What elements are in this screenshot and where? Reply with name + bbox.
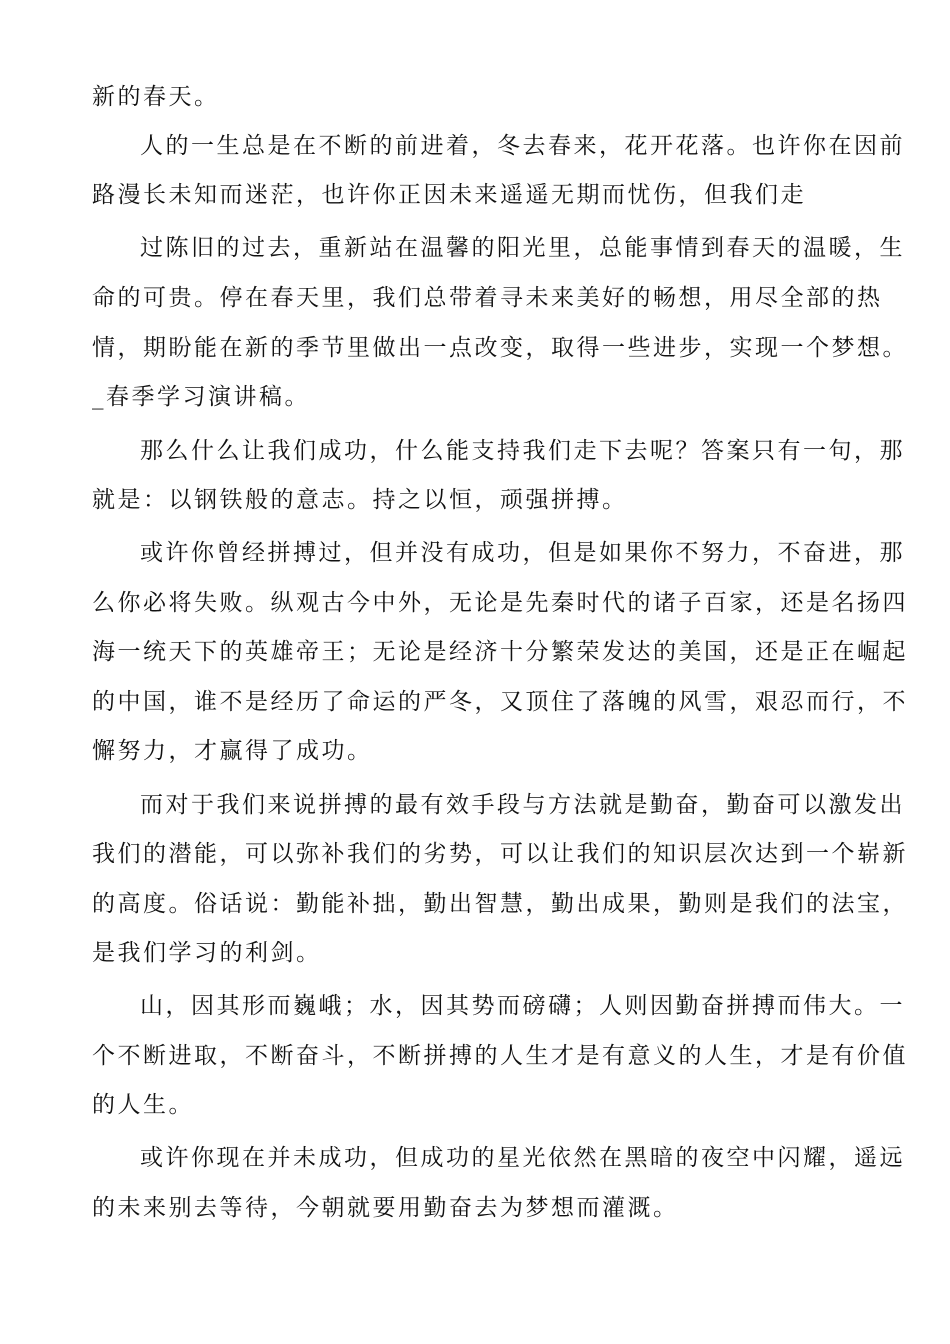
paragraph-first-line: 或许你现在并未成功，但成功的星光依然在黑暗的夜空中闪耀，遥远 [140, 1145, 905, 1171]
text-line: 我们的潜能，可以弥补我们的劣势，可以让我们的知识层次达到一个崭新 [92, 841, 908, 867]
text-line: 路漫长未知而迷茫，也许你正因未来遥遥无期而忧伤，但我们走 [92, 182, 806, 208]
text-line: 么你必将失败。纵观古今中外，无论是先秦时代的诸子百家，还是名扬四 [92, 590, 908, 616]
text-line: 懈努力，才赢得了成功。 [92, 738, 373, 764]
paragraph-first-line: 过陈旧的过去，重新站在温馨的阳光里，总能事情到春天的温暖，生 [140, 235, 905, 261]
paragraph-first-line: 那么什么让我们成功，什么能支持我们走下去呢？答案只有一句，那 [140, 438, 905, 464]
text-line: 新的春天。 [92, 84, 220, 110]
paragraph-first-line: 山，因其形而巍峨；水，因其势而磅礴；人则因勤奋拼搏而伟大。一 [140, 993, 905, 1019]
paragraph-first-line: 或许你曾经拼搏过，但并没有成功，但是如果你不努力，不奋进，那 [140, 540, 905, 566]
text-line: 个不断进取，不断奋斗，不断拼搏的人生才是有意义的人生，才是有价值 [92, 1043, 908, 1069]
text-line: 的未来别去等待，今朝就要用勤奋去为梦想而灌溉。 [92, 1195, 679, 1221]
text-line: 的人生。 [92, 1092, 194, 1118]
text-line: 的中国，谁不是经历了命运的严冬，又顶住了落魄的风雪，艰忍而行，不 [92, 689, 908, 715]
text-line: _春季学习演讲稿。 [92, 384, 310, 410]
text-line: 是我们学习的利剑。 [92, 940, 322, 966]
text-line: 就是：以钢铁般的意志。持之以恒，顽强拼搏。 [92, 487, 628, 513]
paragraph-first-line: 而对于我们来说拼搏的最有效手段与方法就是勤奋，勤奋可以激发出 [140, 792, 905, 818]
text-line: 的高度。俗话说：勤能补拙，勤出智慧，勤出成果，勤则是我们的法宝， [92, 891, 908, 917]
text-line: 情，期盼能在新的季节里做出一点改变，取得一些进步，实现一个梦想。 [92, 335, 908, 361]
paragraph-first-line: 人的一生总是在不断的前进着，冬去春来，花开花落。也许你在因前 [140, 133, 905, 159]
text-line: 命的可贵。停在春天里，我们总带着寻未来美好的畅想，用尽全部的热 [92, 285, 883, 311]
text-line: 海一统天下的英雄帝王；无论是经济十分繁荣发达的美国，还是正在崛起 [92, 639, 908, 665]
